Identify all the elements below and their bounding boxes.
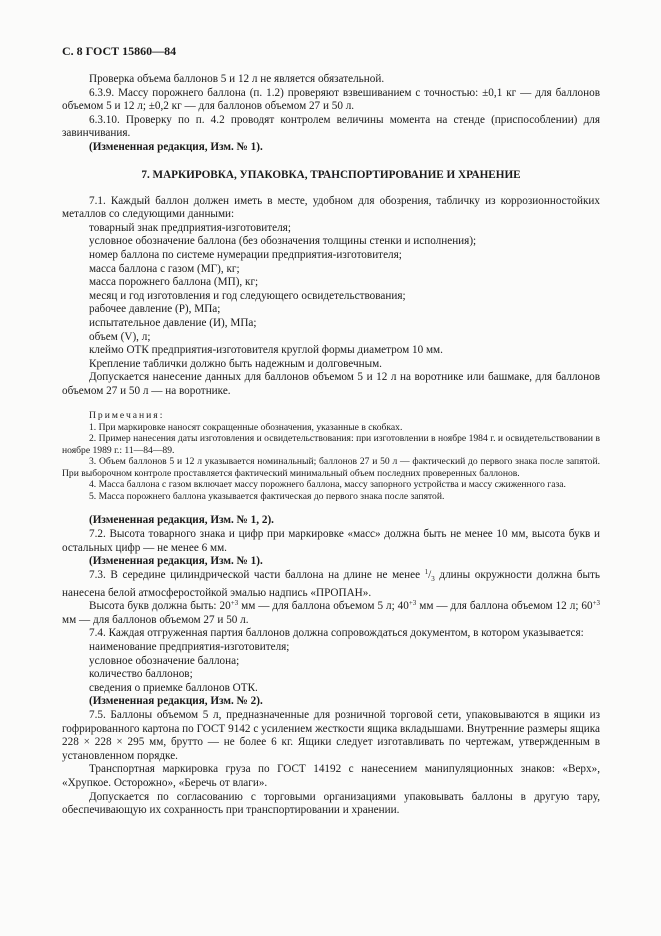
list-item: испытательное давление (И), МПа; xyxy=(89,316,257,329)
section-title: 7. МАРКИРОВКА, УПАКОВКА, ТРАНСПОРТИРОВАНИЕ И ХРАНЕНИЕ xyxy=(141,168,521,181)
list-item: товарный знак предприятия-изготовителя; xyxy=(89,221,291,234)
paragraph-letter-height: Высота букв должна быть: $20^{+3}$ мм — для баллона объемом 5 л; $40^{+3}$ мм — для баллона объемом 12 л; $60^{+3}$ мм — для баллонов объемом 27 и 50 л. xyxy=(62,599,601,626)
paragraph: 6.3.9. Массу порожнего баллона (п. 1.2) проверяют взвешиванием с точностью: ±0,1 кг — для баллонов объемом 5 и 12 л; ±0,2 кг — для баллонов объемом 27 и 50 л. xyxy=(62,86,600,113)
revision-note: (Измененная редакция, Изм. № 1, 2). xyxy=(89,514,274,527)
list-item: клеймо ОТК предприятия-изготовителя круглой формы диаметром 10 мм. xyxy=(89,344,443,357)
list-item: рабочее давление (Р), МПа; xyxy=(89,303,221,316)
list-item: Крепление таблички должно быть надежным и долговечным. xyxy=(89,357,382,370)
notes-title: Примечания: xyxy=(89,410,165,422)
page xyxy=(62,44,600,818)
revision-note: (Измененная редакция, Изм. № 1). xyxy=(89,555,263,568)
list-item: условное обозначение баллона (без обозначения толщины стенки и исполнения); xyxy=(89,235,477,248)
paragraph: 7.4. Каждая отгруженная партия баллонов должна сопровождаться документом, в котором указывается: xyxy=(89,627,584,640)
list-item: наименование предприятия-изготовителя; xyxy=(89,641,290,654)
paragraph: 7.1. Каждый баллон должен иметь в месте, удобном для обозрения, табличку из коррозионностойких металлов со следующими данными: xyxy=(62,194,600,221)
paragraph: 6.3.10. Проверку по п. 4.2 проводят контролем величины момента на стенде (приспособлении) для завинчивания. xyxy=(62,113,600,140)
list-item: номер баллона по системе нумерации предприятия-изготовителя; xyxy=(89,248,402,261)
page-header: С. 8 ГОСТ 15860—84 xyxy=(62,44,177,58)
note: 1. При маркировке наносят сокращенные обозначения, указанные в скобках. xyxy=(89,421,403,433)
note: 5. Масса порожнего баллона указывается фактическая до первого знака после запятой. xyxy=(89,490,445,502)
list-item: количество баллонов; xyxy=(89,668,193,681)
revision-note: (Измененная редакция, Изм. № 2). xyxy=(89,695,263,708)
paragraph: Допускается нанесение данных для баллонов объемом 5 и 12 л на воротнике или башмаке, для баллонов объемом 27 и 50 л — на воротнике. xyxy=(62,371,600,397)
list-item: объем (V), л; xyxy=(89,330,151,343)
note: 2. Пример нанесения даты изготовления и освидетельствования: при изготовлении в ноябре 1984 г. и освидетельствовании в ноябре 1989 г.: 11—84—89. xyxy=(62,433,600,456)
list-item: условное обозначение баллона; xyxy=(89,654,240,667)
paragraph: 7.2. Высота товарного знака и цифр при маркировке «масс» должна быть не менее 10 мм, высота букв и остальных цифр — не менее 6 мм. xyxy=(62,528,600,554)
note: 3. Объем баллонов 5 и 12 л указывается номинальный; баллонов 27 и 50 л — фактический до первого знака после запятой. При выборочном контроле проставляется фактический минимальный объем последних проверенных баллонов. xyxy=(62,456,600,479)
paragraph: 7.5. Баллоны объемом 5 л, предназначенные для розничной торговой сети, упаковываются в ящики из гофрированного картона по ГОСТ 9142 с усилением жесткости ящика вкладышами. Внутренние размеры ящика 228 × 228 × 295 мм, брутто — не более 6 кг. Ящики следует изготавливать по чертежам, утвержденным в установленном порядке. xyxy=(62,709,600,762)
list-item: масса порожнего баллона (МП), кг; xyxy=(89,276,259,289)
list-item: месяц и год изготовления и год следующего освидетельствования; xyxy=(89,289,406,302)
list-item: масса баллона с газом (МГ), кг; xyxy=(89,262,240,275)
note: 4. Масса баллона с газом включает массу порожнего баллона, массу запорного устройства и массу сжиженного газа. xyxy=(89,479,566,491)
paragraph-7-3: 7.3. В середине цилиндрической части баллона на длине не менее $^1/_3$ длины окружности должна быть нанесена белой атмосферостойкой эмалью надпись «ПРОПАН». xyxy=(62,567,600,599)
paragraph: Транспортная маркировка груза по ГОСТ 14192 с нанесением манипуляционных знаков: «Верх», «Хрупкое. Осторожно», «Беречь от влаги». xyxy=(62,763,600,789)
paragraph: Допускается по согласованию с торговыми организациями упаковывать баллоны в другую тару, обеспечивающую их сохранность при транспортировании и хранении. xyxy=(62,790,600,817)
revision-note: (Измененная редакция, Изм. № 1). xyxy=(89,140,263,153)
paragraph: Проверка объема баллонов 5 и 12 л не является обязательной. xyxy=(89,73,385,85)
list-item: сведения о приемке баллонов ОТК. xyxy=(89,681,258,694)
